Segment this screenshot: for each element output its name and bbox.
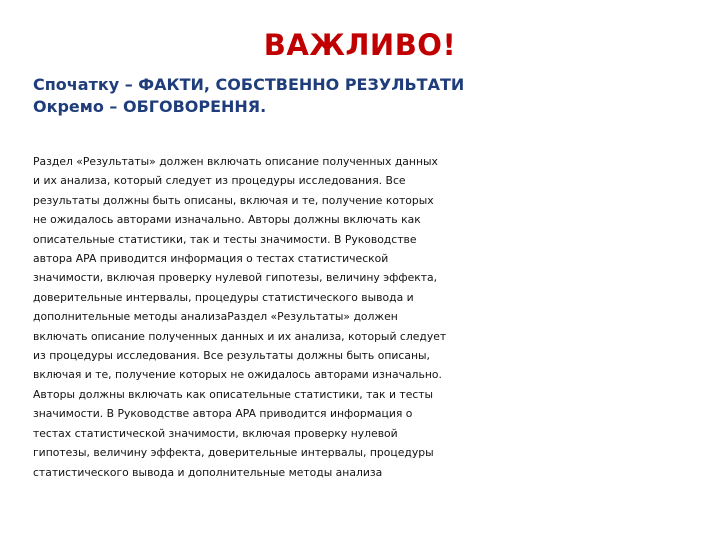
- body-line: не ожидалось авторами изначально. Авторы должны включать как: [33, 213, 421, 227]
- body-line: и их анализа, который следует из процедуры исследования. Все: [33, 174, 406, 188]
- body-paragraph: [33, 152, 713, 482]
- body-line: из процедуры исследования. Все результаты должны быть описаны,: [33, 349, 430, 363]
- subtitle-line: Спочатку – ФАКТИ, СОБСТВЕННО РЕЗУЛЬТАТИ: [33, 75, 465, 94]
- body-line: Авторы должны включать как описательные статистики, так и тесты: [33, 387, 434, 401]
- body-line: статистического вывода и дополнительные методы анализа: [33, 465, 383, 479]
- body-line: дополнительные методы анализаРаздел «Результаты» должен: [33, 310, 398, 324]
- body-line: описательные статистики, так и тесты значимости. В Руководстве: [33, 232, 417, 246]
- body-line: тестах статистической значимости, включая проверку нулевой: [33, 426, 398, 440]
- slide-title: ВАЖЛИВО!: [263, 28, 457, 62]
- body-line: включая и те, получение которых не ожидалось авторами изначально.: [33, 368, 442, 382]
- body-line: Раздел «Результаты» должен включать описание полученных данных: [33, 155, 438, 168]
- body-line: гипотезы, величину эффекта, доверительные интервалы, процедуры: [33, 446, 434, 460]
- body-line: автора APA приводится информация о тестах статистической: [33, 252, 389, 266]
- subtitle-block: [33, 74, 693, 118]
- body-line: включать описание полученных данных и их анализа, который следует: [33, 329, 447, 343]
- subtitle-line: Окремо – ОБГОВОРЕННЯ.: [33, 97, 267, 116]
- body-line: значимости. В Руководстве автора APA приводится информация о: [33, 407, 413, 421]
- body-line: результаты должны быть описаны, включая и те, получение которых: [33, 193, 434, 207]
- body-line: значимости, включая проверку нулевой гипотезы, величину эффекта,: [33, 271, 438, 285]
- body-line: доверительные интервалы, процедуры статистического вывода и: [33, 290, 414, 304]
